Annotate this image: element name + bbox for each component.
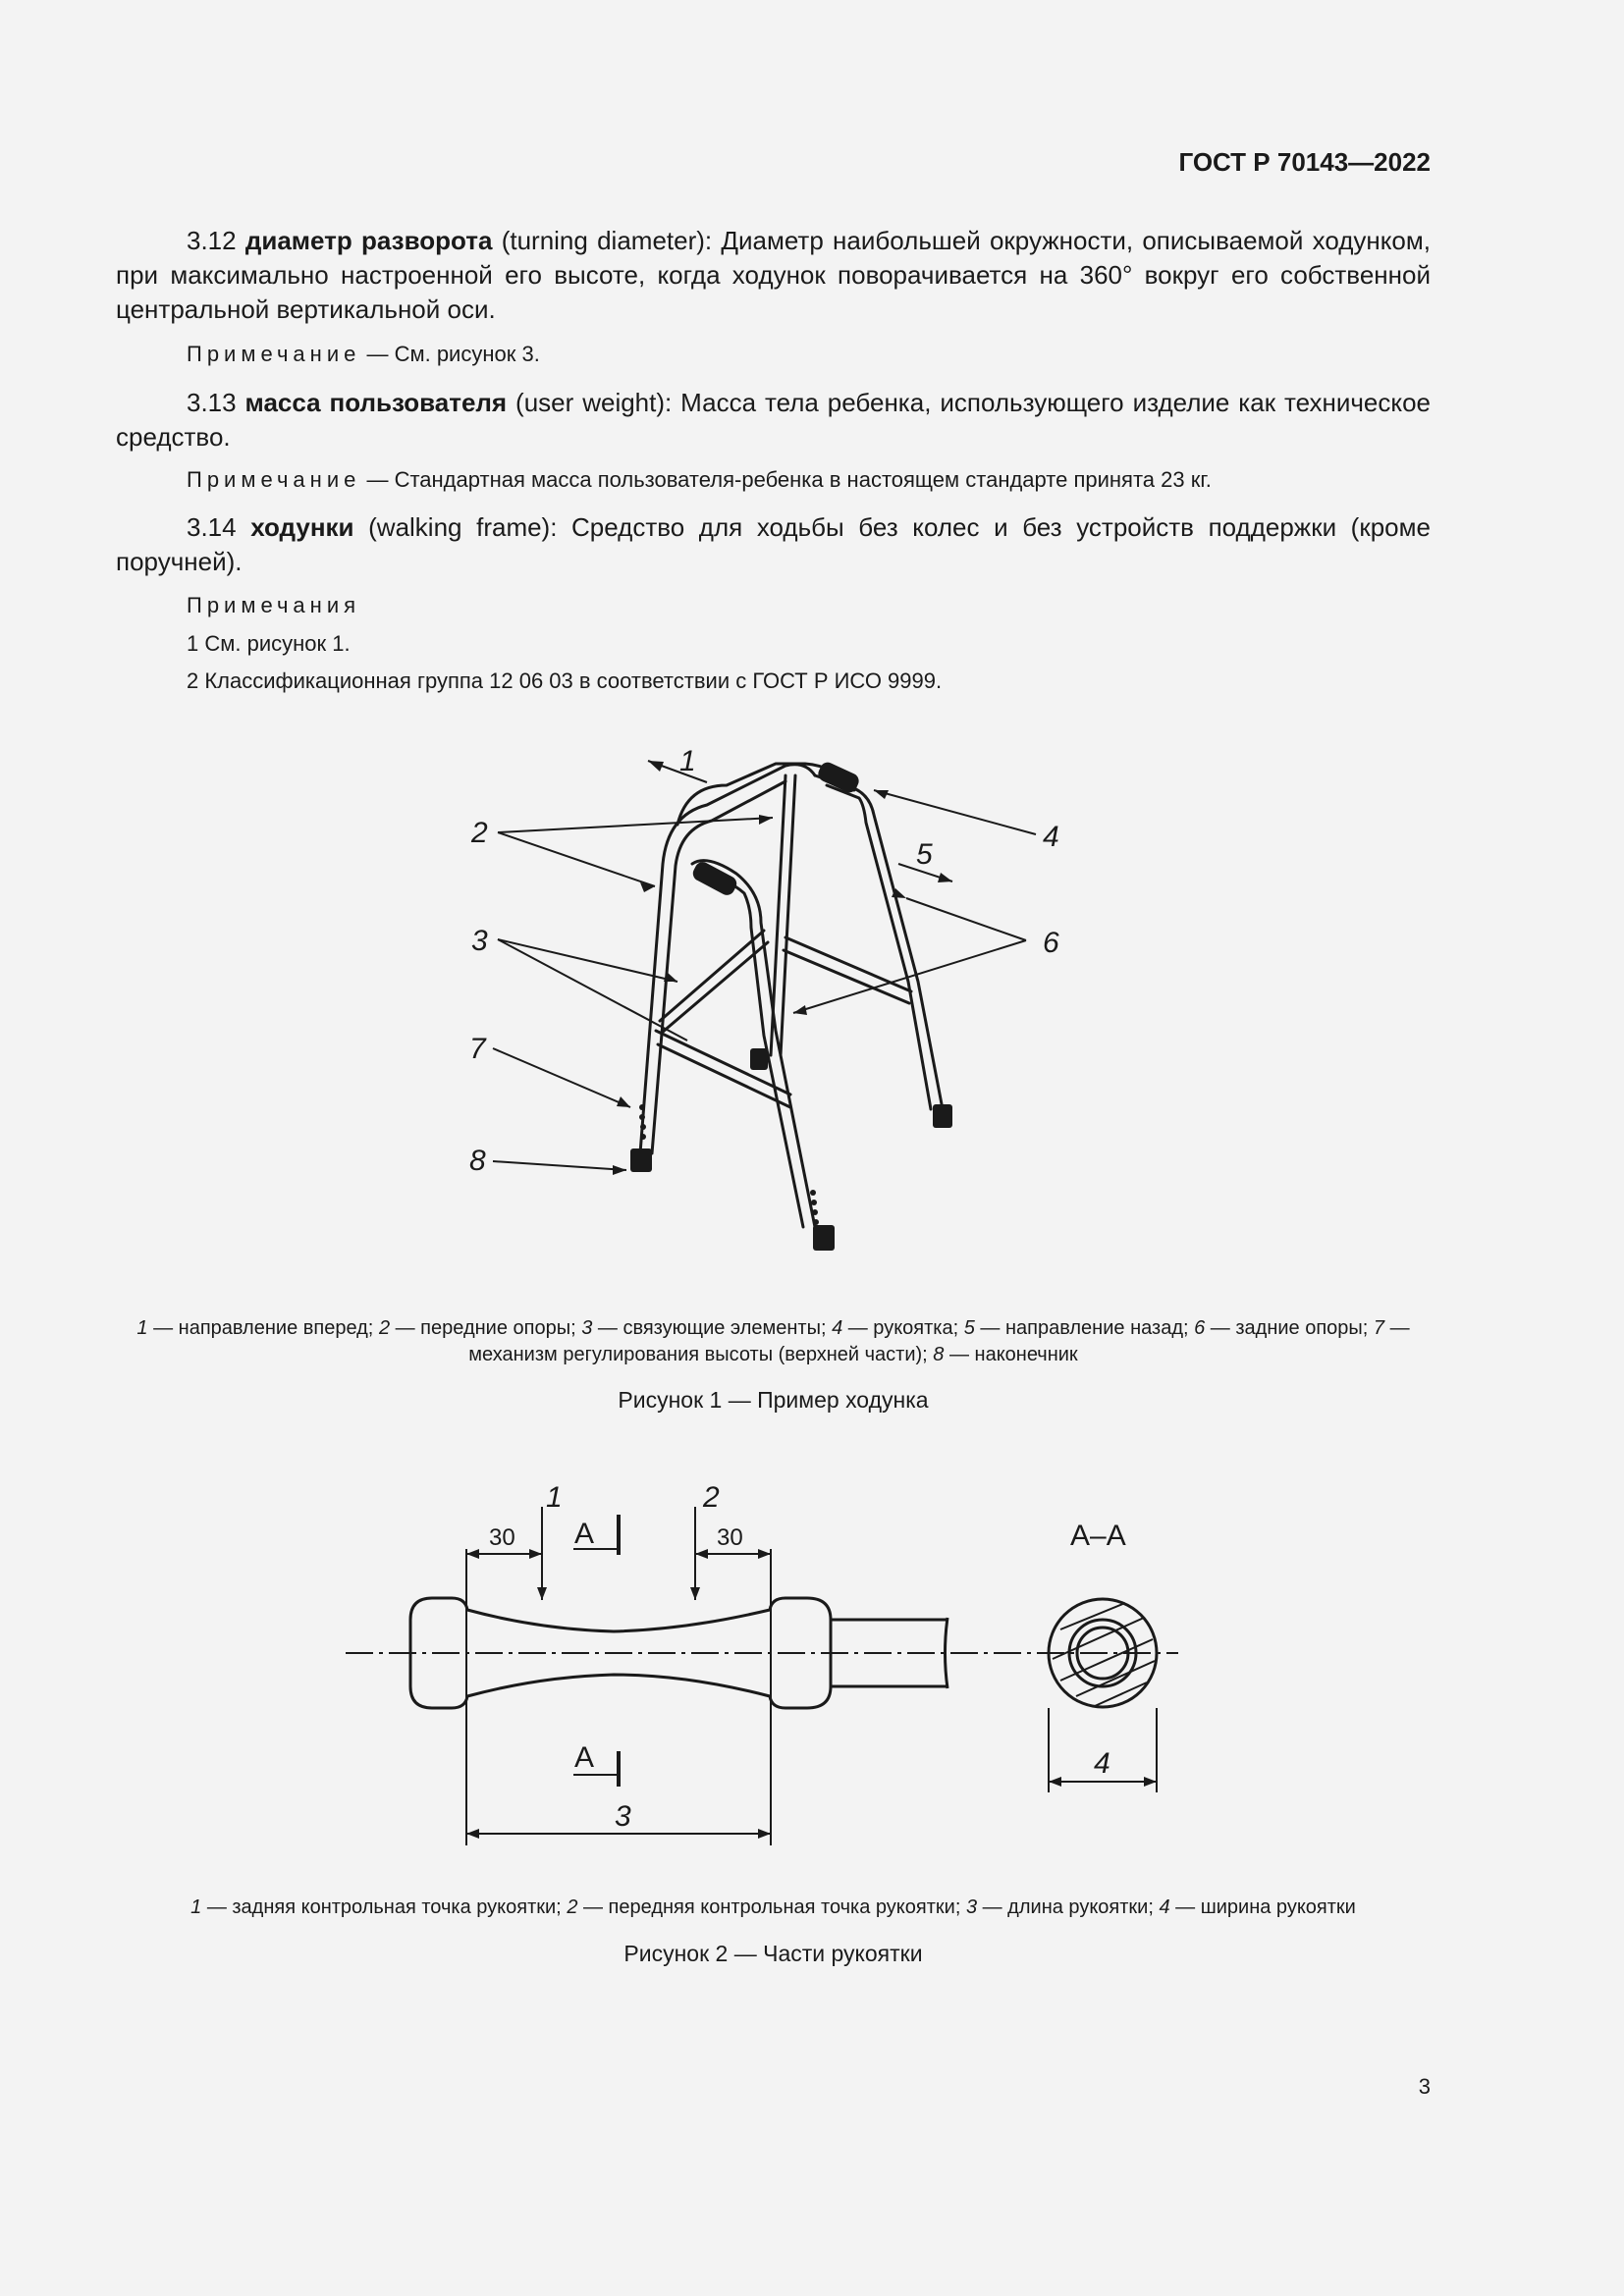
figure2-title: Рисунок 2 — Части рукоятки bbox=[623, 1941, 923, 1966]
leader-4 bbox=[874, 790, 1036, 834]
page-number: 3 bbox=[1418, 2074, 1431, 2099]
callout-7: 7 bbox=[469, 1033, 486, 1065]
leader-2a bbox=[498, 832, 655, 886]
callout-4: 4 bbox=[1043, 821, 1059, 853]
note-3-13: Примечание — Стандартная масса пользователя-ребенка в настоящем стандарте принята 23 кг. bbox=[187, 467, 1212, 492]
notes-label: Примечания bbox=[187, 593, 361, 617]
leader-7 bbox=[493, 1048, 630, 1107]
leader-8 bbox=[493, 1161, 626, 1170]
clause-3-12: 3.12 диаметр разворота (turning diameter): Диаметр наибольшей окружности, описываемой ходунком, при максимально настроенной его высоте, когда ходунок поворачивается на 360° вокруг его собственной центральной вертикальной оси. bbox=[116, 226, 1431, 324]
callout-1: 1 bbox=[679, 745, 696, 777]
walking-frame-drawing bbox=[432, 731, 1139, 1281]
callout-2: 2 bbox=[471, 817, 488, 849]
document-header: ГОСТ Р 70143—2022 bbox=[1178, 147, 1431, 177]
callout-8: 8 bbox=[469, 1145, 486, 1177]
clause-3-13: 3.13 масса пользователя (user weight): Масса тела ребенка, использующего изделие как техническое средство. bbox=[116, 388, 1431, 452]
term: диаметр разворота bbox=[244, 226, 493, 255]
callout-3: 3 bbox=[471, 925, 488, 957]
leader-3a bbox=[498, 939, 677, 982]
callout-5: 5 bbox=[916, 838, 933, 871]
callout-1: 1 bbox=[546, 1481, 563, 1514]
term: ходунки bbox=[250, 512, 354, 542]
dim-30-left: 30 bbox=[489, 1524, 515, 1551]
figure1-title: Рисунок 1 — Пример ходунка bbox=[618, 1387, 929, 1413]
leader-2b bbox=[498, 818, 773, 832]
dim-30-right: 30 bbox=[717, 1524, 743, 1551]
callout-4: 4 bbox=[1094, 1747, 1110, 1780]
callout-6: 6 bbox=[1043, 927, 1059, 959]
callout-2: 2 bbox=[703, 1481, 720, 1514]
clause-3-14: 3.14 ходунки (walking frame): Средство для ходьбы без колес и без устройств поддержки (кроме поручней). bbox=[116, 512, 1431, 576]
note-3-12: Примечание — См. рисунок 3. bbox=[187, 342, 540, 366]
figure1-legend: 1 — направление вперед; 2 — передние опоры; 3 — связующие элементы; 4 — рукоятка; 5 — направление назад; 6 — задние опоры; 7 — механизм регулирования высоты (верхней части); 8 — наконечник bbox=[136, 1317, 1410, 1365]
section-title: А–А bbox=[1070, 1520, 1126, 1552]
note-2: 2 Классификационная группа 12 06 03 в соответствии с ГОСТ Р ИСО 9999. bbox=[187, 668, 943, 693]
handle-drawing bbox=[334, 1463, 1218, 1855]
term: масса пользователя bbox=[244, 388, 508, 417]
leader-3b bbox=[498, 939, 687, 1041]
section-mark-bottom: А bbox=[574, 1741, 595, 1774]
leader-6a bbox=[906, 898, 1026, 940]
callout-3: 3 bbox=[615, 1800, 631, 1833]
section-mark-top: А bbox=[574, 1518, 595, 1550]
figure2-legend: 1 — задняя контрольная точка рукоятки; 2 — передняя контрольная точка рукоятки; 3 — длина рукоятки; 4 — ширина рукоятки bbox=[190, 1896, 1356, 1918]
note-1: 1 См. рисунок 1. bbox=[187, 631, 351, 656]
